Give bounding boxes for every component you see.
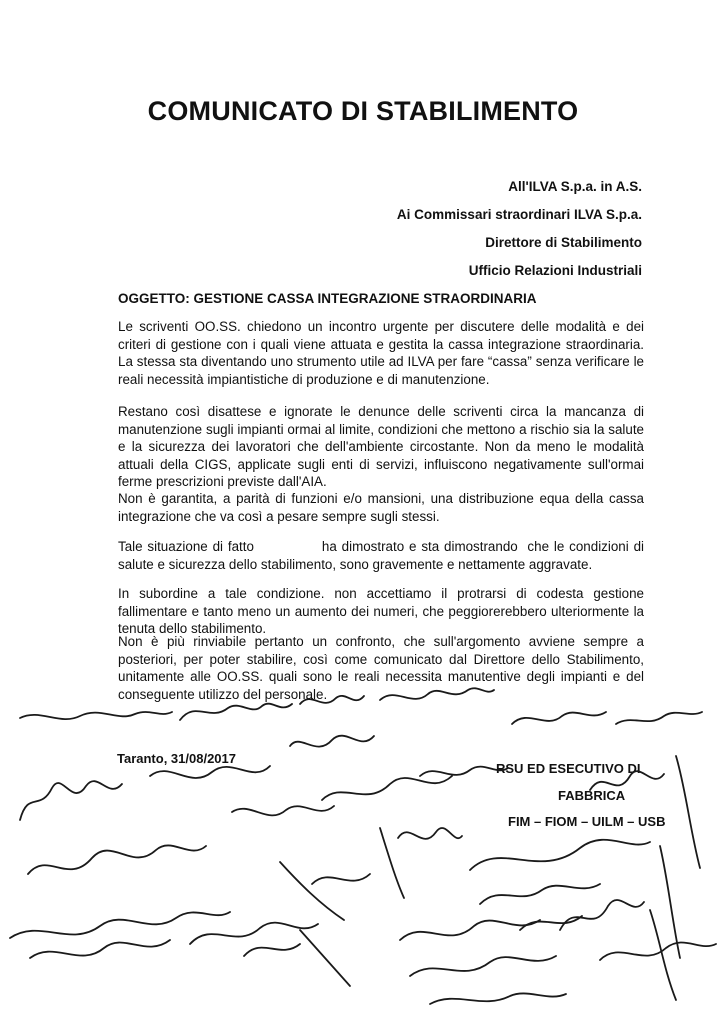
recipient-line-2: Ai Commissari straordinari ILVA S.p.a. bbox=[396, 207, 642, 222]
body-paragraph-3: Non è garantita, a parità di funzioni e/o mansioni, una distribuzione equa della cassa integrazione che va così a pesare sempre sugli stessi. bbox=[118, 491, 644, 524]
recipient-line-4: Ufficio Relazioni Industriali bbox=[468, 263, 642, 278]
recipient-line-3: Direttore di Stabilimento bbox=[485, 235, 642, 250]
body-paragraph-2: Restano così disattese e ignorate le denunce delle scriventi circa la mancanza di manutenzione sugli impianti ormai al limite, condizioni che mettono a rischio sia la salute e la sicurezza dei lavoratori che dell'ambiente circostante. Non da meno le modalità attuali della CIGS, applicate sugli enti di servizi, influiscono negativamente sull'ormai ferme prescrizioni previste dall'AIA. bbox=[118, 404, 644, 489]
signatory-line-1: RSU ED ESECUTIVO DI bbox=[496, 761, 641, 776]
body-paragraph-5: In subordine a tale condizione. non accettiamo il protrarsi di codesta gestione fallimentare e tanto meno un aumento dei numeri, che peggiorerebbero ulteriormente la tenuta dello stabilimento. bbox=[118, 586, 644, 636]
signatory-line-2: FABBRICA bbox=[558, 788, 626, 803]
signatory-line-3: FIM – FIOM – UILM – USB bbox=[508, 814, 666, 829]
recipient-line-1: All'ILVA S.p.a. in A.S. bbox=[508, 179, 642, 194]
body-paragraph-1: Le scriventi OO.SS. chiedono un incontro urgente per discutere delle modalità e dei criteri di gestione con i quali viene attuata e gestita la cassa integrazione straordinaria. La stessa sta diventando uno strumento utile ad ILVA per fare “cassa” senza verificare le reali necessità impiantistiche di produzione e di manutenzione. bbox=[118, 319, 644, 387]
body-paragraph-6: Non è più rinviabile pertanto un confronto, che sull'argomento avviene sempre a posteriori, per poter stabilire, così come comunicato dal Direttore dello Stabilimento, unitamente alle OO.SS. quali sono le reali necessita manutentive degli impianti e del conseguente utilizzo del personale. bbox=[118, 634, 644, 702]
subject-line: OGGETTO: GESTIONE CASSA INTEGRAZIONE STRAORDINARIA bbox=[118, 291, 537, 306]
place-date: Taranto, 31/08/2017 bbox=[117, 751, 236, 766]
body-paragraph-4: Tale situazione di fatto ha dimostrato e sta dimostrando che le condizioni di salute e sicurezza dello stabilimento, sono gravemente e nettamente aggravate. bbox=[118, 539, 648, 572]
document-title: COMUNICATO DI STABILIMENTO bbox=[147, 96, 579, 126]
